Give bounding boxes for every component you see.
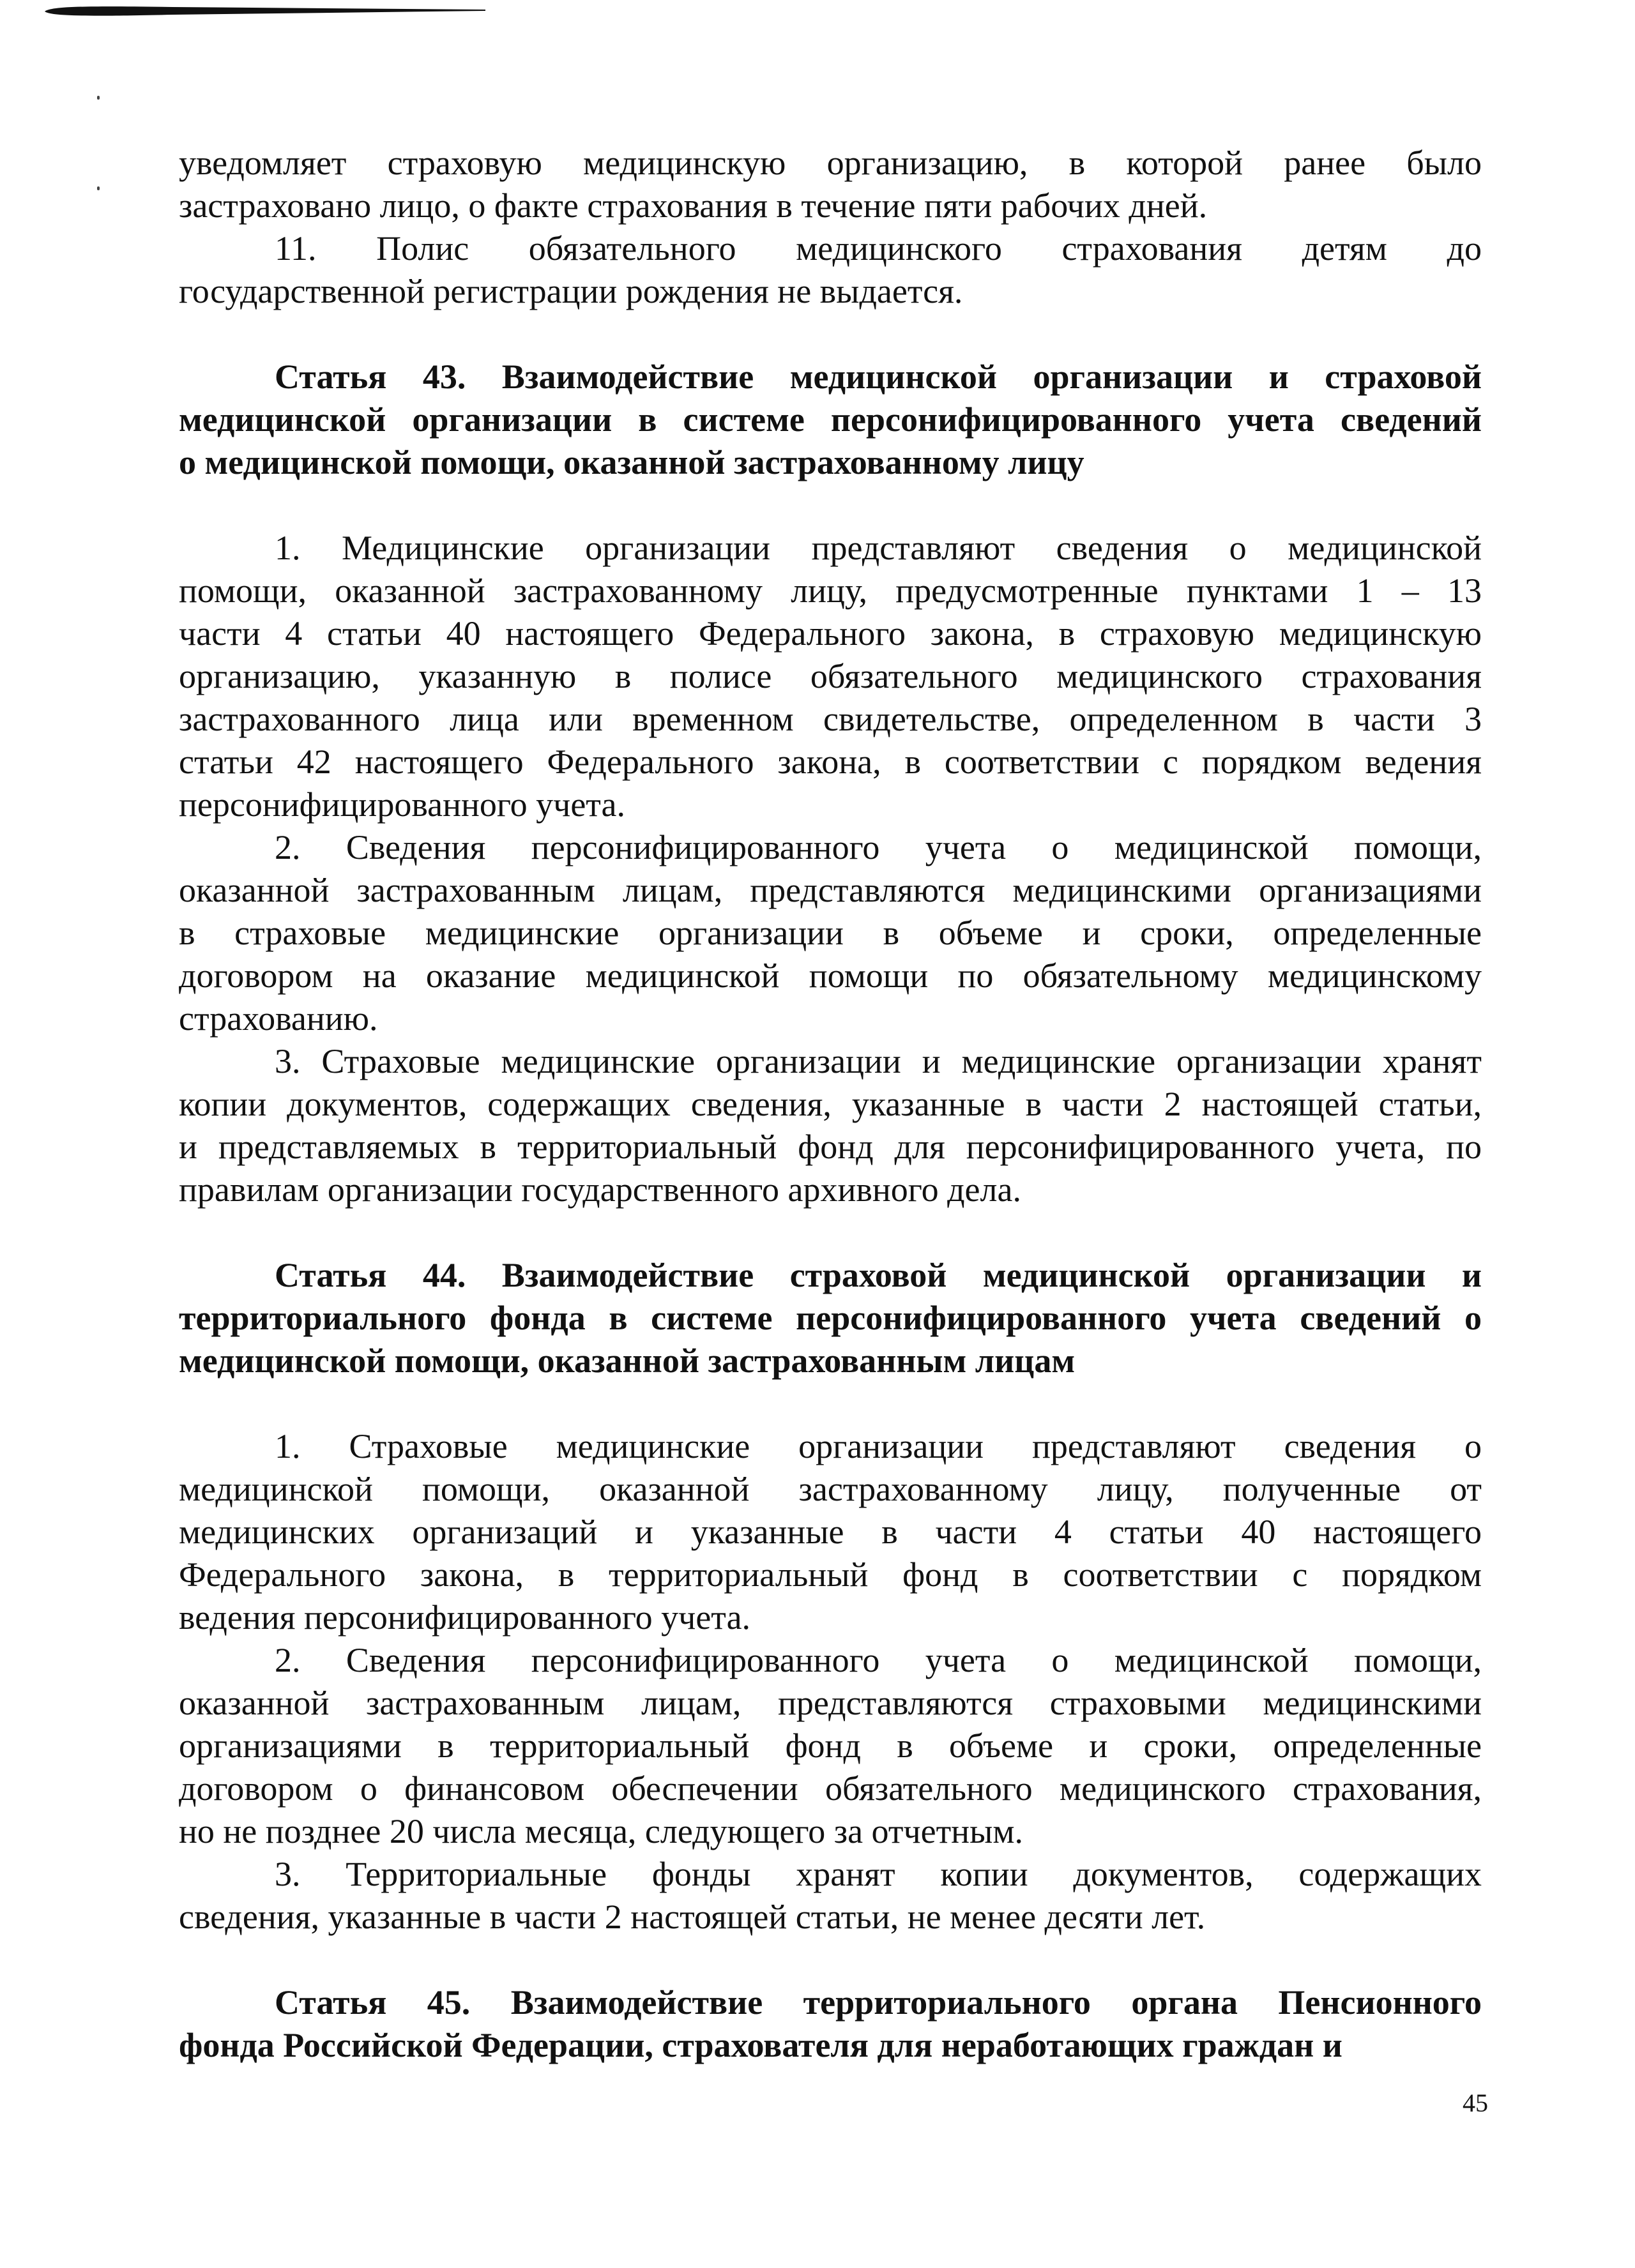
text-line: и представляемых в территориальный фонд для персонифицированного учета, по bbox=[179, 1128, 1482, 1166]
paragraph bbox=[179, 1639, 1482, 1853]
article-heading bbox=[179, 1254, 1482, 1382]
text-line: но не позднее 20 числа месяца, следующего за отчетным. bbox=[179, 1812, 1024, 1850]
spacer bbox=[179, 313, 1482, 356]
text-line: 2. Сведения персонифицированного учета о медицинской помощи, bbox=[275, 1641, 1482, 1679]
text-line: помощи, оказанной застрахованному лицу, предусмотренные пунктами 1 – 13 bbox=[179, 571, 1482, 610]
text-line: организациями в территориальный фонд в объеме и сроки, определенные bbox=[179, 1727, 1482, 1765]
text-line: территориального фонда в системе персонифицированного учета сведений о bbox=[179, 1299, 1482, 1337]
article-heading bbox=[179, 356, 1482, 484]
text-line: застраховано лицо, о факте страхования в течение пяти рабочих дней. bbox=[179, 186, 1208, 225]
paragraph bbox=[179, 142, 1482, 227]
paragraph bbox=[179, 527, 1482, 826]
text-line: 1. Страховые медицинские организации представляют сведения о bbox=[275, 1427, 1482, 1465]
paragraph bbox=[179, 1853, 1482, 1939]
spacer bbox=[179, 1382, 1482, 1425]
text-line: уведомляет страховую медицинскую организацию, в которой ранее было bbox=[179, 144, 1482, 182]
text-line: Федерального закона, в территориальный фонд в соответствии с порядком bbox=[179, 1555, 1482, 1594]
article-heading bbox=[179, 1981, 1482, 2067]
text-line: медицинских организаций и указанные в части 4 статьи 40 настоящего bbox=[179, 1513, 1482, 1551]
text-line: ведения персонифицированного учета. bbox=[179, 1598, 751, 1637]
paragraph bbox=[179, 1040, 1482, 1211]
text-line: 3. Страховые медицинские организации и медицинские организации хранят bbox=[275, 1042, 1482, 1080]
text-line: 2. Сведения персонифицированного учета о медицинской помощи, bbox=[275, 828, 1482, 866]
text-line: 1. Медицинские организации представляют сведения о медицинской bbox=[275, 529, 1482, 567]
text-line: в страховые медицинские организации в объеме и сроки, определенные bbox=[179, 914, 1482, 952]
text-line: сведения, указанные в части 2 настоящей статьи, не менее десяти лет. bbox=[179, 1898, 1206, 1936]
page-number: 45 bbox=[1463, 2089, 1488, 2117]
spacer bbox=[179, 1211, 1482, 1254]
text-line: государственной регистрации рождения не выдается. bbox=[179, 272, 963, 310]
scan-artifact-smear bbox=[45, 5, 485, 17]
scan-artifact-dot bbox=[97, 186, 100, 190]
text-line: Статья 45. Взаимодействие территориального органа Пенсионного bbox=[275, 1983, 1482, 2022]
spacer bbox=[179, 1939, 1482, 1981]
text-line: о медицинской помощи, оказанной застрахованному лицу bbox=[179, 443, 1084, 481]
text-line: медицинской помощи, оказанной застрахованным лицам bbox=[179, 1342, 1076, 1380]
text-line: копии документов, содержащих сведения, указанные в части 2 настоящей статьи, bbox=[179, 1085, 1482, 1123]
text-line: Статья 44. Взаимодействие страховой медицинской организации и bbox=[275, 1256, 1482, 1294]
text-line: медицинской помощи, оказанной застрахованному лицу, полученные от bbox=[179, 1470, 1482, 1508]
scan-artifact-dot bbox=[97, 96, 100, 100]
text-line: Статья 43. Взаимодействие медицинской организации и страховой bbox=[275, 358, 1482, 396]
text-line: договором на оказание медицинской помощи по обязательному медицинскому bbox=[179, 956, 1482, 995]
text-line: 3. Территориальные фонды хранят копии документов, содержащих bbox=[275, 1855, 1482, 1893]
spacer bbox=[179, 484, 1482, 527]
document-body bbox=[179, 142, 1482, 2067]
text-line: 11. Полис обязательного медицинского страхования детям до bbox=[275, 229, 1482, 268]
text-line: статьи 42 настоящего Федерального закона, в соответствии с порядком ведения bbox=[179, 743, 1482, 781]
text-line: страхованию. bbox=[179, 999, 378, 1038]
paragraph bbox=[179, 227, 1482, 313]
text-line: медицинской организации в системе персонифицированного учета сведений bbox=[179, 400, 1482, 439]
paragraph bbox=[179, 1425, 1482, 1639]
text-line: оказанной застрахованным лицам, представляются страховыми медицинскими bbox=[179, 1684, 1482, 1722]
text-line: договором о финансовом обеспечении обязательного медицинского страхования, bbox=[179, 1769, 1482, 1808]
text-line: оказанной застрахованным лицам, представляются медицинскими организациями bbox=[179, 871, 1482, 909]
text-line: фонда Российской Федерации, страхователя для неработающих граждан и bbox=[179, 2026, 1342, 2064]
text-line: правилам организации государственного архивного дела. bbox=[179, 1170, 1021, 1209]
text-line: части 4 статьи 40 настоящего Федерального закона, в страховую медицинскую bbox=[179, 614, 1482, 653]
text-line: застрахованного лица или временном свидетельстве, определенном в части 3 bbox=[179, 700, 1482, 738]
text-line: персонифицированного учета. bbox=[179, 785, 626, 824]
paragraph bbox=[179, 826, 1482, 1040]
text-line: организацию, указанную в полисе обязательного медицинского страхования bbox=[179, 657, 1482, 695]
